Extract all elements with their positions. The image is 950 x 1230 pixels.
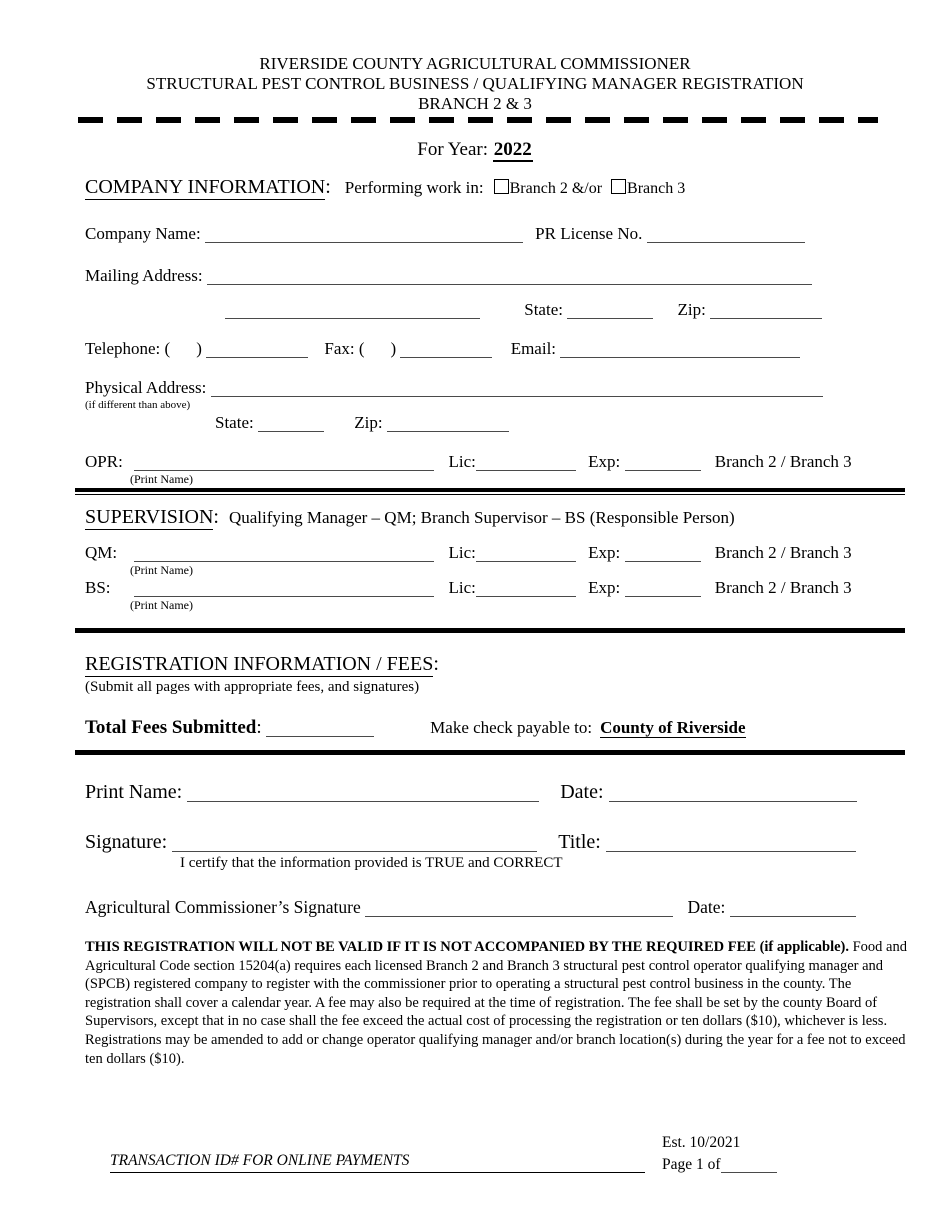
opr-name-field[interactable]: [134, 452, 434, 471]
date-field[interactable]: [609, 783, 857, 802]
performing-work-label: Performing work in:: [344, 178, 484, 197]
bs-label: BS:: [85, 578, 111, 597]
qm-lic-label: Lic:: [448, 543, 476, 562]
telephone-close-paren: ): [196, 339, 202, 358]
for-year-value: 2022: [493, 139, 532, 160]
legal-bold-intro: THIS REGISTRATION WILL NOT BE VALID IF IT IS NOT ACCOMPANIED BY THE REQUIRED FEE (if applicable).: [85, 939, 849, 955]
commissioner-signature-row: [85, 896, 910, 918]
commissioner-date-field[interactable]: [730, 898, 856, 917]
opr-exp-field[interactable]: [625, 452, 701, 471]
payee-name: County of Riverside: [600, 718, 746, 737]
bs-lic-label: Lic:: [448, 578, 476, 597]
footer-meta: [662, 1132, 777, 1176]
qm-branches-label: Branch 2 / Branch 3: [714, 543, 852, 562]
opr-lic-field[interactable]: [476, 452, 576, 471]
opr-row: [85, 451, 910, 473]
andor-label: &/or: [571, 180, 603, 197]
qm-exp-label: Exp:: [588, 543, 621, 562]
physical-address-label: Physical Address:: [85, 378, 207, 397]
title-field[interactable]: [606, 833, 856, 852]
signature-row: [85, 829, 910, 855]
telephone-row: [85, 338, 910, 360]
mailing-address-line2-field[interactable]: [225, 300, 480, 319]
opr-lic-label: Lic:: [448, 452, 476, 471]
qm-label: QM:: [85, 543, 118, 562]
signature-field[interactable]: [172, 833, 537, 852]
physical-state-label: State:: [215, 413, 254, 432]
branch2-label: Branch 2: [509, 180, 568, 197]
physical-address-note: (if different than above): [85, 399, 191, 411]
company-information-heading: COMPANY INFORMATION: [85, 176, 326, 198]
page-total-field[interactable]: [721, 1154, 777, 1173]
physical-address-row: [85, 377, 910, 399]
for-year-label: For Year:: [417, 139, 488, 160]
fax-close-paren: ): [390, 339, 397, 358]
heading-colon: :: [433, 653, 439, 675]
transaction-id-label: TRANSACTION ID# FOR ONLINE PAYMENTS: [110, 1152, 410, 1169]
bs-row: [85, 577, 910, 599]
commissioner-signature-field[interactable]: [365, 898, 673, 917]
date-label: Date:: [560, 781, 604, 803]
physical-state-field[interactable]: [258, 413, 324, 432]
est-date: Est. 10/2021: [662, 1134, 741, 1151]
qm-print-name-note: (Print Name): [130, 563, 193, 577]
commissioner-date-label: Date:: [687, 897, 726, 917]
qm-lic-field[interactable]: [476, 543, 576, 562]
mailing-address-line2-row: [225, 299, 910, 321]
transaction-id-row[interactable]: [110, 1150, 645, 1173]
supervision-heading: SUPERVISION: [85, 506, 214, 528]
company-name-row: [85, 223, 910, 245]
registration-heading: REGISTRATION INFORMATION / FEES: [85, 653, 434, 675]
total-fees-label: Total Fees Submitted: [85, 717, 257, 738]
telephone-field[interactable]: [206, 339, 308, 358]
supervision-section-heading: [85, 506, 910, 529]
page-number-row: [662, 1154, 777, 1176]
email-label: Email:: [510, 339, 557, 358]
mailing-state-field[interactable]: [567, 300, 653, 319]
fees-colon: :: [256, 717, 262, 738]
total-fees-field[interactable]: [266, 718, 374, 737]
total-fees-row: [85, 715, 910, 741]
legal-paragraph: [85, 938, 913, 1068]
branch2-checkbox[interactable]: [494, 179, 509, 194]
pr-license-field[interactable]: [647, 224, 805, 243]
physical-zip-field[interactable]: [387, 413, 509, 432]
section-divider: [75, 628, 905, 633]
opr-print-name-note: (Print Name): [130, 472, 193, 486]
mailing-address-field[interactable]: [207, 266, 812, 285]
physical-address-field[interactable]: [211, 378, 823, 397]
company-information-section-heading: [85, 176, 910, 199]
bs-branches-label: Branch 2 / Branch 3: [714, 578, 852, 597]
fax-label: Fax: (: [324, 339, 365, 358]
qm-exp-field[interactable]: [625, 543, 701, 562]
branch3-checkbox[interactable]: [611, 179, 626, 194]
fax-field[interactable]: [400, 339, 492, 358]
mailing-address-label: Mailing Address:: [85, 266, 203, 285]
signature-label: Signature:: [85, 831, 168, 853]
header-line-1: RIVERSIDE COUNTY AGRICULTURAL COMMISSIONER: [259, 54, 691, 73]
heading-colon: :: [213, 506, 219, 528]
bs-exp-label: Exp:: [588, 578, 621, 597]
physical-state-zip-row: [215, 412, 910, 434]
mailing-state-label: State:: [524, 300, 563, 319]
mailing-zip-field[interactable]: [710, 300, 822, 319]
for-year-row: [0, 139, 950, 161]
dashed-divider: [78, 117, 878, 123]
physical-zip-label: Zip:: [354, 413, 383, 432]
certify-statement: I certify that the information provided is TRUE and CORRECT: [180, 855, 563, 871]
document-header: [0, 54, 950, 114]
opr-exp-label: Exp:: [588, 452, 621, 471]
bs-name-field[interactable]: [134, 578, 434, 597]
company-name-label: Company Name:: [85, 224, 201, 243]
header-line-3: BRANCH 2 & 3: [418, 94, 532, 113]
telephone-label: Telephone: (: [85, 339, 171, 358]
pr-license-label: PR License No.: [535, 224, 643, 243]
legal-body: Food and Agricultural Code section 15204(a) requires each licensed Branch 2 and Branch 3 structural pest control operator qualifying manager and (SPCB) registered company to register with the commissioner prior to operating a structural pest control business in the county. The registration shall cover a calendar year. A fee may also be required at the time of registration. The fee shall be set by the county Board of Supervisors, except that in no case shall the fee exceed the actual cost of processing the registration or ten dollars ($10), whichever is less. Registrations may be amended to add or change operator qualifying manager and/or branch location(s) during the year for a fee not to exceed ten dollars ($10).: [85, 939, 907, 1067]
bs-exp-field[interactable]: [625, 578, 701, 597]
bs-lic-field[interactable]: [476, 578, 576, 597]
qm-name-field[interactable]: [134, 543, 434, 562]
print-name-field[interactable]: [187, 783, 539, 802]
header-line-2: STRUCTURAL PEST CONTROL BUSINESS / QUALIFYING MANAGER REGISTRATION: [146, 74, 804, 93]
section-divider: [75, 750, 905, 755]
section-divider: [75, 488, 905, 495]
print-name-row: [85, 779, 910, 805]
email-field[interactable]: [560, 339, 800, 358]
mailing-address-row: [85, 265, 910, 287]
branch3-label: Branch 3: [627, 180, 686, 197]
opr-branches-label: Branch 2 / Branch 3: [714, 452, 852, 471]
page-number-label: Page 1 of: [662, 1156, 721, 1173]
registration-note: (Submit all pages with appropriate fees, and signatures): [85, 679, 420, 695]
registration-section-heading: [85, 653, 910, 676]
title-label: Title:: [558, 831, 601, 853]
mailing-zip-label: Zip:: [677, 300, 706, 319]
opr-label: OPR:: [85, 452, 123, 471]
make-check-label: Make check payable to:: [430, 718, 593, 737]
heading-colon: :: [325, 176, 331, 198]
bs-print-name-note: (Print Name): [130, 598, 193, 612]
supervision-subtitle: Qualifying Manager – QM; Branch Supervisor – BS (Responsible Person): [228, 508, 735, 527]
company-name-field[interactable]: [205, 224, 523, 243]
qm-row: [85, 542, 910, 564]
print-name-label: Print Name:: [85, 781, 183, 803]
commissioner-signature-label: Agricultural Commissioner’s Signature: [85, 897, 361, 917]
